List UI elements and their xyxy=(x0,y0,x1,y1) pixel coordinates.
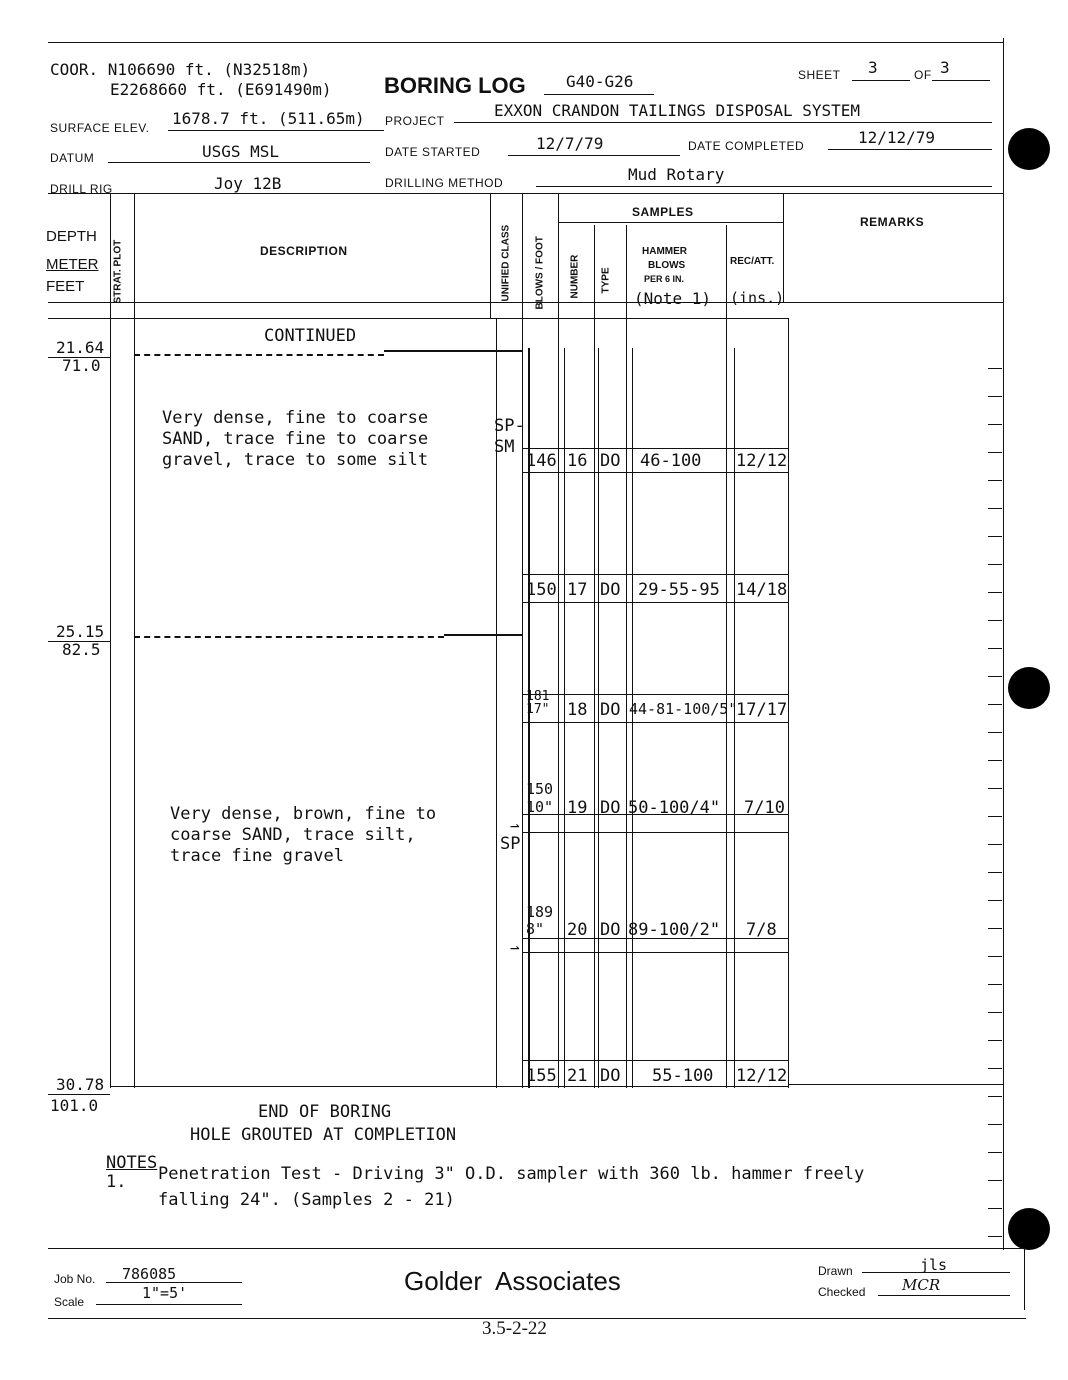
drawn-label: Drawn xyxy=(818,1264,853,1278)
boundary-1 xyxy=(134,354,384,356)
datum-label: DATUM xyxy=(50,151,95,165)
date-completed: 12/12/79 xyxy=(858,128,936,147)
sample-18-type: DO xyxy=(600,700,621,720)
sample-18-rec: 17/17 xyxy=(736,700,788,720)
rec-att-header: REC/ATT. xyxy=(730,256,775,267)
project-name: EXXON CRANDON TAILINGS DISPOSAL SYSTEM xyxy=(494,101,861,120)
sample-21-type: DO xyxy=(600,1066,621,1086)
hole-grouted: HOLE GROUTED AT COMPLETION xyxy=(190,1125,457,1145)
surface-elevation: 1678.7 ft. (511.65m) xyxy=(172,109,365,128)
sample-17-type: DO xyxy=(600,580,621,600)
sample-16-type: DO xyxy=(600,451,621,471)
table-body-top xyxy=(48,318,788,319)
sample-20-number: 20 xyxy=(567,920,588,940)
coordinates-east: E2268660 ft. (E691490m) xyxy=(110,80,332,99)
depth-feet-1: 71.0 xyxy=(62,356,101,375)
sample-16-rec: 12/12 xyxy=(736,451,788,471)
unified-class-header: UNIFIED CLASS xyxy=(500,224,512,302)
layer-2-class: SP xyxy=(500,834,521,854)
scale-label: Scale xyxy=(54,1295,85,1309)
end-of-boring: END OF BORING xyxy=(258,1102,392,1122)
binder-hole-3 xyxy=(1008,1208,1050,1250)
blows-foot-header: BLOWS / FOOT xyxy=(534,236,546,310)
drilling-method-label: DRILLING METHOD xyxy=(385,176,504,190)
sample-17-blows: 150 xyxy=(526,580,557,600)
remarks-header: REMARKS xyxy=(860,215,925,229)
of-label: OF xyxy=(914,68,932,82)
depth-meter-2: 25.15 xyxy=(56,622,105,641)
sample-16-number: 16 xyxy=(567,451,588,471)
sample-16-blows: 146 xyxy=(526,451,557,471)
coordinates-north: COOR. N106690 ft. (N32518m) xyxy=(50,60,311,79)
job-number: 786085 xyxy=(122,1265,177,1283)
drawn-by: jls xyxy=(920,1256,948,1274)
depth-header-2: METER xyxy=(46,256,99,273)
sample-18-number: 18 xyxy=(567,700,588,720)
sample-19-number: 19 xyxy=(567,798,588,818)
sample-17-number: 17 xyxy=(567,580,588,600)
checked-by: MCR xyxy=(902,1276,941,1294)
scale-value: 1"=5' xyxy=(142,1284,188,1302)
footer-top xyxy=(48,1248,1026,1249)
depth-feet-3: 101.0 xyxy=(50,1096,99,1115)
date-started: 12/7/79 xyxy=(536,134,604,153)
sample-20-rec: 7/8 xyxy=(746,920,777,940)
layer-2-description: Very dense, brown, fine to coarse SAND, trace silt, trace fine gravel xyxy=(170,804,437,866)
frame-top xyxy=(48,42,1004,43)
description-header: DESCRIPTION xyxy=(260,244,348,258)
table-header-top xyxy=(48,193,1004,194)
footer-right xyxy=(1024,1248,1025,1310)
boundary-2 xyxy=(134,636,444,638)
date-completed-label: DATE COMPLETED xyxy=(688,139,805,153)
sample-19-rec: 7/10 xyxy=(744,798,785,818)
strat-plot-header: STRAT. PLOT xyxy=(112,239,124,304)
rec-unit: (ins.) xyxy=(730,289,785,307)
arrow-mark-20: ⇀ xyxy=(510,938,520,957)
checked-label: Checked xyxy=(818,1285,866,1299)
drilling-method: Mud Rotary xyxy=(628,165,725,184)
sample-21-number: 21 xyxy=(567,1066,588,1086)
note-number: 1. xyxy=(106,1172,127,1192)
boring-id: G40-G26 xyxy=(566,72,634,91)
surface-elev-label: SURFACE ELEV. xyxy=(50,121,150,135)
sample-19-hammer: 50-100/4" xyxy=(628,798,721,818)
sample-17-hammer: 29-55-95 xyxy=(638,580,720,600)
sample-20-type: DO xyxy=(600,920,621,940)
sample-18-hammer: 44-81-100/5" xyxy=(629,700,738,718)
note-line-2: falling 24". (Samples 2 - 21) xyxy=(158,1190,455,1210)
binder-hole-2 xyxy=(1008,667,1050,709)
sample-19-type: DO xyxy=(600,798,621,818)
company-name: Golder Associates xyxy=(404,1266,621,1296)
sample-17-rec: 14/18 xyxy=(736,580,788,600)
hammer-note: (Note 1) xyxy=(634,289,712,308)
date-started-label: DATE STARTED xyxy=(385,145,481,159)
sample-21-hammer: 55-100 xyxy=(652,1066,714,1086)
datum-value: USGS MSL xyxy=(202,142,280,161)
sample-19-blows: 150 10" xyxy=(526,780,554,816)
frame-right xyxy=(1003,38,1004,1250)
depth-header-1: DEPTH xyxy=(46,228,97,245)
notes-label: NOTES xyxy=(106,1153,158,1173)
page-number: 3.5-2-22 xyxy=(482,1318,547,1339)
binder-hole-1 xyxy=(1008,128,1050,170)
arrow-mark-19: ⇀ xyxy=(510,816,520,835)
table-header-bottom xyxy=(48,302,1004,303)
document-title: BORING LOG xyxy=(384,73,526,98)
layer-1-description: Very dense, fine to coarse SAND, trace fine to coarse gravel, trace to some silt xyxy=(162,408,429,470)
sheet-number: 3 xyxy=(868,58,878,77)
samples-header: SAMPLES xyxy=(632,205,694,219)
hammer-header-3: PER 6 IN. xyxy=(644,274,685,284)
drill-rig-label: DRILL RIG xyxy=(50,182,113,196)
depth-meter-3: 30.78 xyxy=(56,1075,105,1094)
project-label: PROJECT xyxy=(385,114,445,128)
hammer-header-2: BLOWS xyxy=(648,260,686,271)
sample-21-blows: 155 xyxy=(526,1066,557,1086)
hammer-header-1: HAMMER xyxy=(642,246,687,257)
sample-18-blows: 181 17" xyxy=(526,689,550,717)
number-header: NUMBER xyxy=(569,254,581,299)
note-line-1: Penetration Test - Driving 3" O.D. sampler with 360 lb. hammer freely xyxy=(158,1164,865,1184)
sheet-label: SHEET xyxy=(798,68,841,82)
drill-rig: Joy 12B xyxy=(214,174,282,193)
continued-label: CONTINUED xyxy=(264,326,357,346)
sample-21-rec: 12/12 xyxy=(736,1066,788,1086)
job-label: Job No. xyxy=(54,1272,96,1286)
type-header: TYPE xyxy=(600,267,612,294)
depth-feet-2: 82.5 xyxy=(62,640,101,659)
sample-20-hammer: 89-100/2" xyxy=(628,920,721,940)
layer-1-class: SP- SM xyxy=(494,416,525,457)
sheet-total: 3 xyxy=(940,58,950,77)
sample-20-blows: 189 8" xyxy=(526,903,554,938)
sample-16-hammer: 46-100 xyxy=(640,451,702,471)
depth-header-3: FEET xyxy=(46,278,85,295)
depth-meter-1: 21.64 xyxy=(56,338,105,357)
table-body-bottom xyxy=(110,1086,788,1087)
